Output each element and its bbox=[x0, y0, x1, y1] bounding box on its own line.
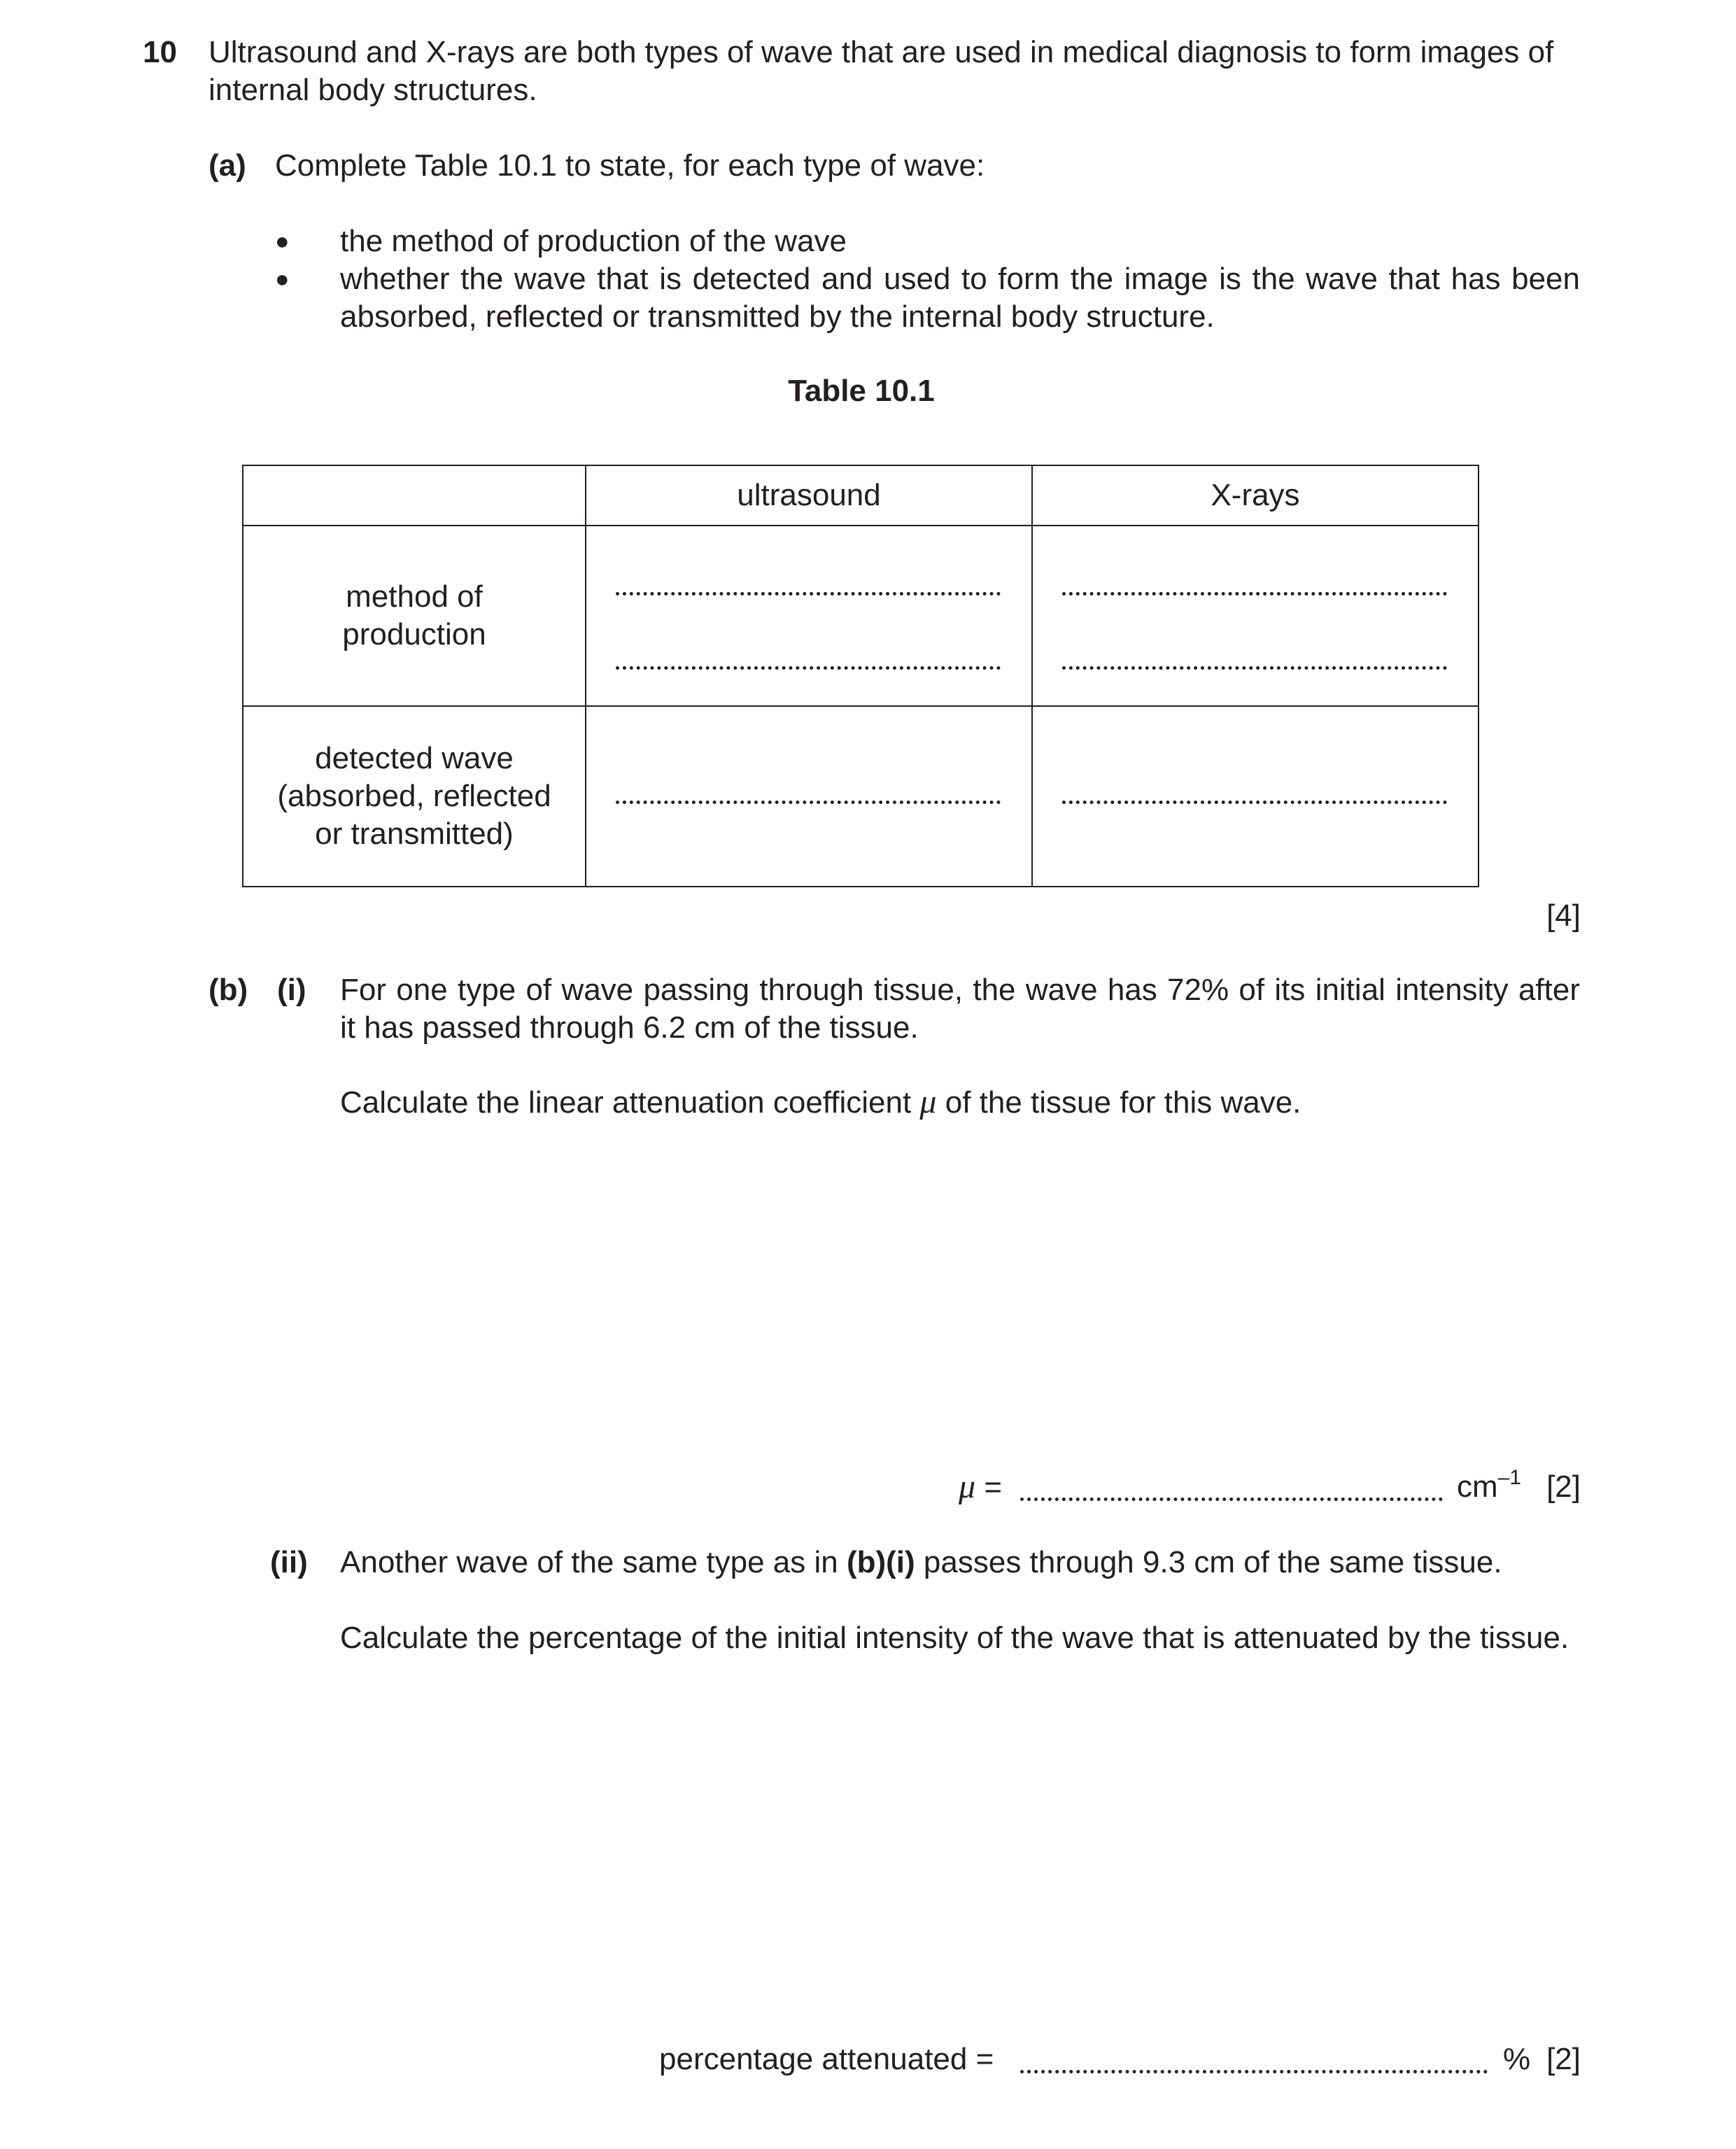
part-a-text: Complete Table 10.1 to state, for each type of wave: bbox=[275, 148, 985, 183]
part-b-ii-text bbox=[340, 1544, 1580, 1581]
text-part: passes through 9.3 cm of the same tissue. bbox=[915, 1545, 1502, 1579]
table-caption: Table 10.1 bbox=[788, 374, 935, 408]
row-label-line: production bbox=[342, 617, 486, 651]
text-part: Another wave of the same type as in bbox=[340, 1545, 847, 1579]
bullet-1-icon: ● bbox=[275, 228, 290, 255]
part-b-i-text: For one type of wave passing through tissue, the wave has 72% of its initial intensity after it has passed through 6.2 cm of the tissue. bbox=[340, 973, 1580, 1045]
answer-line[interactable] bbox=[616, 592, 1001, 596]
part-b-ii-instruction: Calculate the percentage of the initial intensity of the wave that is attenuated by the tissue. bbox=[340, 1621, 1569, 1655]
mu-answer-line[interactable] bbox=[1020, 1498, 1443, 1501]
part-b-i-marks: [2] bbox=[1546, 1470, 1581, 1504]
percentage-answer-label: percentage attenuated = bbox=[659, 2042, 994, 2076]
percentage-answer-unit: % bbox=[1503, 2042, 1531, 2076]
table-header-empty bbox=[243, 465, 586, 526]
table-10-1 bbox=[242, 465, 1479, 887]
answer-line[interactable] bbox=[1062, 666, 1447, 670]
answer-line[interactable] bbox=[616, 666, 1001, 670]
answer-line[interactable] bbox=[1062, 592, 1447, 596]
part-b-ii-label: (ii) bbox=[270, 1545, 308, 1579]
bullet-2-icon: ● bbox=[275, 266, 290, 293]
part-b-i-instruction bbox=[340, 1083, 1301, 1122]
row-label-line: (absorbed, reflected bbox=[277, 779, 551, 813]
equals-sign: = bbox=[975, 1470, 1003, 1505]
part-a-label: (a) bbox=[209, 148, 246, 183]
unit-exponent: –1 bbox=[1497, 1466, 1522, 1489]
answer-cell-ultrasound-detected[interactable] bbox=[586, 706, 1032, 887]
row-label-line: or transmitted) bbox=[315, 817, 514, 851]
answer-cell-xrays-detected[interactable] bbox=[1032, 706, 1479, 887]
part-a-marks: [4] bbox=[1546, 899, 1581, 933]
table-header-xrays: X-rays bbox=[1032, 465, 1479, 526]
question-number: 10 bbox=[143, 35, 177, 69]
question-intro: Ultrasound and X-rays are both types of wave that are used in medical diagnosis to form images of internal body structures. bbox=[209, 35, 1554, 107]
text-reference: (b)(i) bbox=[846, 1545, 915, 1579]
row-label-line: detected wave bbox=[315, 741, 514, 775]
answer-cell-xrays-production[interactable] bbox=[1032, 526, 1479, 706]
mu-answer-label bbox=[959, 1468, 1002, 1507]
row-label-method-of-production bbox=[243, 526, 586, 706]
row-label-line: method of bbox=[346, 579, 483, 614]
answer-cell-ultrasound-production[interactable] bbox=[586, 526, 1032, 706]
mu-symbol: μ bbox=[919, 1083, 937, 1120]
unit-text: cm bbox=[1457, 1470, 1498, 1504]
instruction-text: Calculate the linear attenuation coefficient bbox=[340, 1085, 920, 1120]
bullet-1-text: the method of production of the wave bbox=[340, 224, 847, 258]
bullet-2-text: whether the wave that is detected and used to form the image is the wave that has been absorbed, reflected or transmitted by the internal body structure. bbox=[340, 262, 1580, 334]
part-b-i-label: (i) bbox=[277, 973, 306, 1007]
mu-symbol: μ bbox=[959, 1468, 976, 1505]
mu-answer-unit bbox=[1457, 1468, 1521, 1506]
part-b-label: (b) bbox=[209, 973, 248, 1007]
answer-line[interactable] bbox=[1062, 801, 1447, 804]
part-b-ii-marks: [2] bbox=[1546, 2042, 1581, 2076]
percentage-answer-line[interactable] bbox=[1020, 2070, 1488, 2073]
row-label-detected-wave bbox=[243, 706, 586, 887]
answer-line[interactable] bbox=[616, 801, 1001, 804]
table-header-ultrasound: ultrasound bbox=[586, 465, 1032, 526]
instruction-text: of the tissue for this wave. bbox=[936, 1085, 1301, 1120]
